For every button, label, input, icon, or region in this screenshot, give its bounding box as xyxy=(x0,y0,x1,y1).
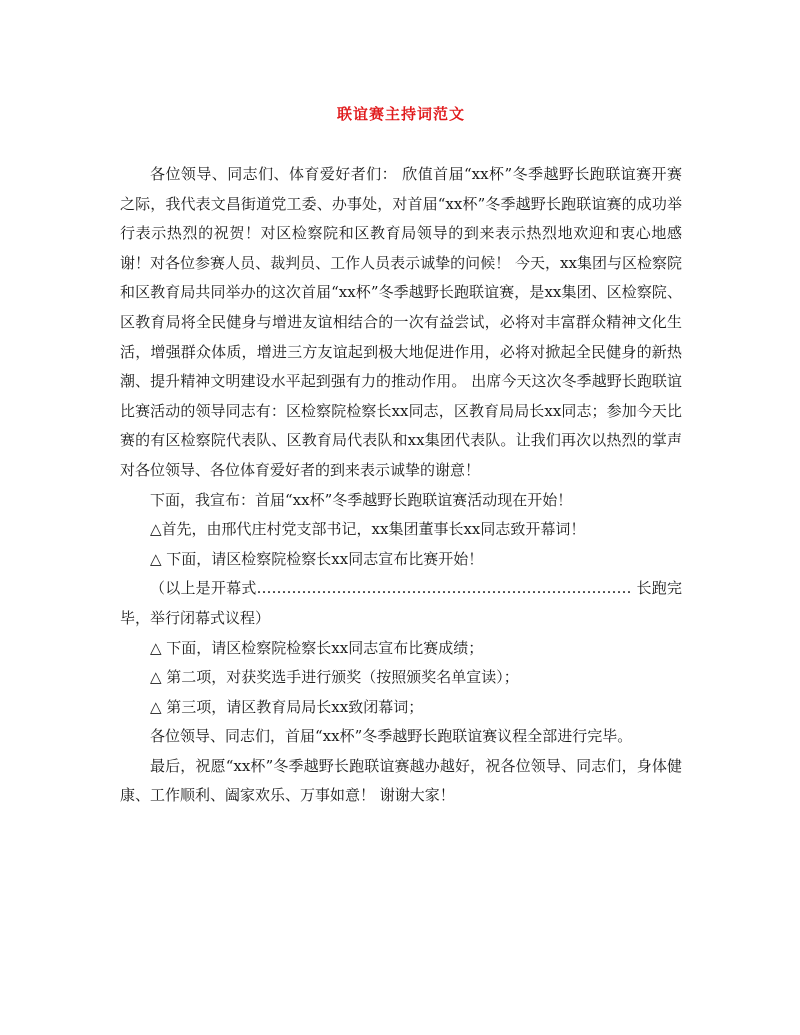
document-body xyxy=(120,160,682,811)
paragraph-opening-note: （以上是开幕式………………………………………………………………… 长跑完毕，举行闭幕式议程） xyxy=(120,579,682,627)
paragraph-announcement: 下面，我宣布：首届“xx杯”冬季越野长跑联谊赛活动现在开始！ xyxy=(150,490,573,509)
document-title: 联谊赛主持词范文 xyxy=(336,105,465,123)
paragraph-final-wishes: 最后，祝愿“xx杯”冬季越野长跑联谊赛越办越好，祝各位领导、同志们，身体健康、工作顺利、阖家欢乐、万事如意！ 谢谢大家！ xyxy=(120,756,682,805)
paragraph-awards: △ 第二项，对获奖选手进行颁奖（按照颁奖名单宣读）； xyxy=(150,668,519,687)
paragraph-opening-speech: 各位领导、同志们、体育爱好者们： 欣值首届“xx杯”冬季越野长跑联谊赛开赛之际，我代表文昌街道党工委、办事处，对首届“xx杯”冬季越野长跑联谊赛的成功举行表示热烈的祝贺！对区检察院和区教育局领导的到来表示热烈地欢迎和衷心地感谢！对各位参赛人员、裁判员、工作人员表示诚挚的问候！ 今天，xx集团与区检察院和区教育局共同举办的这次首届“xx杯”冬季越野长跑联谊赛，是xx集团、区检察院、区教育局将全民健身与增进友谊相结合的一次有益尝试，必将对丰富群众精神文化生活，增强群众体质，增进三方友谊起到极大地促进作用，必将对掀起全民健身的新热潮、提升精神文明建设水平起到强有力的推动作用。 出席今天这次冬季越野长跑联谊比赛活动的领导同志有：区检察院检察长xx同志，区教育局局长xx同志；参加今天比赛的有区检察院代表队、区教育局代表队和xx集团代表队。让我们再次以热烈的掌声对各位领导、各位体育爱好者的到来表示诚挚的谢意！ xyxy=(120,165,682,479)
paragraph-results: △ 下面，请区检察院检察长xx同志宣布比赛成绩； xyxy=(150,638,484,657)
paragraph-closing-speech: △ 第三项，请区教育局局长xx致闭幕词； xyxy=(150,697,424,716)
paragraph-start-race: △ 下面，请区检察院检察长xx同志宣布比赛开始！ xyxy=(150,549,484,568)
paragraph-agenda-complete: 各位领导、同志们，首届“xx杯”冬季越野长跑联谊赛议程全部进行完毕。 xyxy=(150,727,633,746)
paragraph-opening-remarks: △首先，由邢代庄村党支部书记，xx集团董事长xx同志致开幕词！ xyxy=(150,520,586,539)
